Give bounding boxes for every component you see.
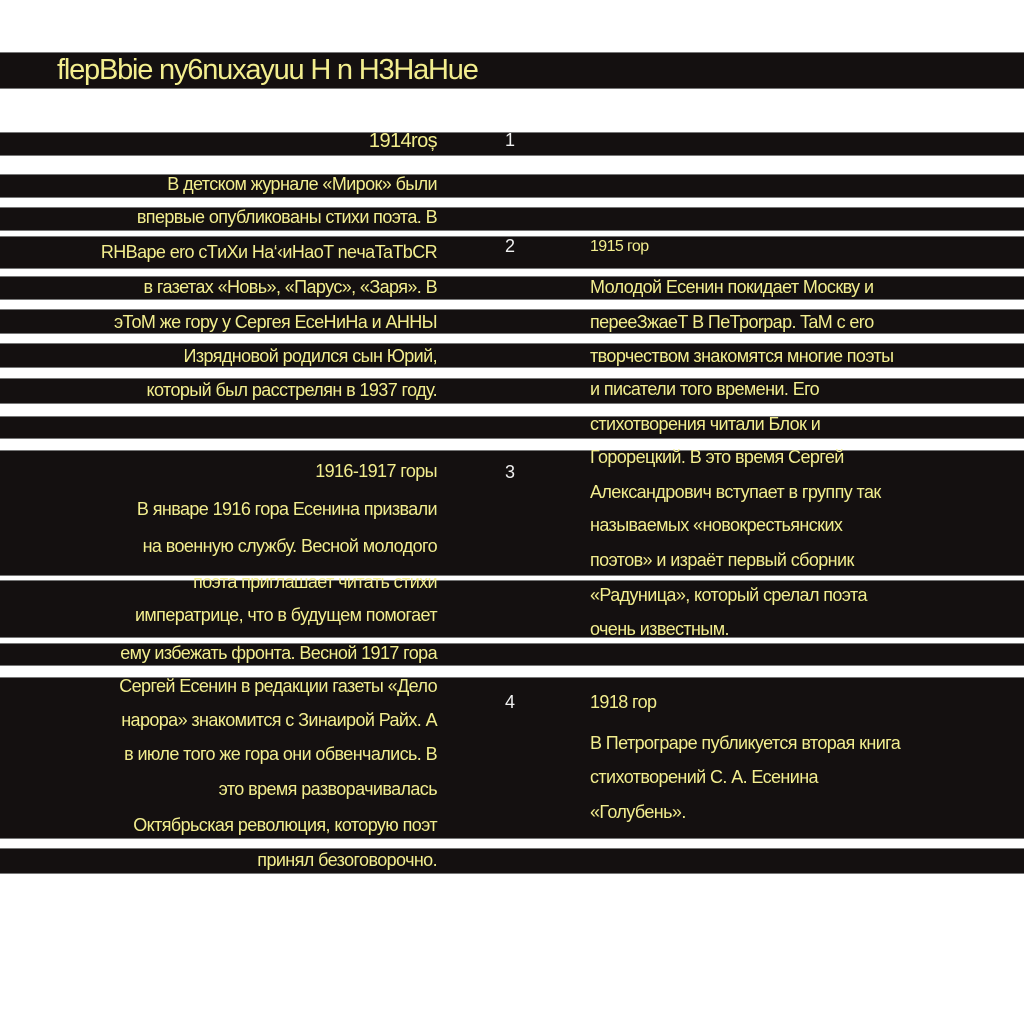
row-bar xyxy=(0,848,1024,874)
right-text-line: стихотворений С. А. Есенина xyxy=(590,767,818,787)
left-text-line: эТоМ же гору у Сергея ЕсеНиНа и АННЫ xyxy=(113,312,437,332)
year-heading: 1918 гор xyxy=(590,692,657,712)
right-text-line: творчеством знакомятся многие поэты xyxy=(590,346,894,366)
right-text-line: и писатели того времени. Его xyxy=(590,379,820,399)
year-heading: 1916-1917 горы xyxy=(315,461,437,481)
right-text-line: Горорецкий. В это время Сергей xyxy=(590,447,844,467)
left-text-line: Сергей Есенин в редакции газеты «Дело xyxy=(119,676,437,696)
right-text-line: «Голубень». xyxy=(590,802,686,822)
row-number: 1 xyxy=(505,130,515,150)
left-text-line: в июле того же гора они обвенчались. В xyxy=(124,744,437,764)
left-text-line: нарора» знакомится с Зинаирой Райх. А xyxy=(121,710,437,730)
left-text-line: В детском журнале «Мирок» были xyxy=(167,174,437,194)
year-heading: 1915 гор xyxy=(590,238,649,255)
left-text-line: поэта приглашает читать стихи xyxy=(193,572,437,592)
left-text-line: В январе 1916 гора Есенина призвали xyxy=(136,499,437,519)
right-text-line: В Петрограре публикуется вторая книга xyxy=(590,733,901,753)
left-text-line: в газетах «Новь», «Парус», «Заря». В xyxy=(143,277,437,297)
row-number: 2 xyxy=(505,236,515,256)
row-number: 3 xyxy=(505,462,515,482)
left-text-line: ему избежать фронта. Весной 1917 гора xyxy=(120,643,437,663)
left-text-line: принял безоговорочно. xyxy=(257,850,437,870)
right-text-line: Александрович вступает в группу так xyxy=(590,482,881,502)
row-bar xyxy=(0,174,1024,198)
left-text-line: Изрядновой родился сын Юрий, xyxy=(183,346,437,366)
left-text-line: императрице, что в будущем помогает xyxy=(134,605,437,625)
right-text-line: очень известным. xyxy=(590,619,729,639)
right-text-line: Молодой Есенин покидает Москву и xyxy=(590,277,874,297)
right-text-line: стихотворения читали Блок и xyxy=(590,414,821,434)
left-text-line: Октябрьская революция, которую поэт xyxy=(133,815,437,835)
left-text-line: впервые опубликованы стихи поэта. В xyxy=(136,207,437,227)
right-text-line: переeЗжаeТ В ПеТрorpap. TaM с ero xyxy=(590,312,874,332)
row-bar xyxy=(0,416,1024,439)
right-text-line: поэтов» и израёт первый сборник xyxy=(590,550,854,570)
row-number: 4 xyxy=(505,692,515,712)
slide-title: flepBbie ny6nuxayuu H n H3HaHue xyxy=(57,54,478,86)
right-text-line: «Радуница», который срелал поэта xyxy=(590,585,867,605)
left-text-line: который был расстрелян в 1937 году. xyxy=(146,380,437,400)
left-text-line: это время разворачивалась xyxy=(218,779,437,799)
left-text-line: RHBape ero cTиXи Ha‘‹иHaoT neчaTaTbCR xyxy=(100,242,437,262)
right-text-line: называемых «новокрестьянских xyxy=(590,515,843,535)
left-text-line: на военную службу. Весной молодого xyxy=(142,536,437,556)
year-heading: 1914roș xyxy=(368,130,437,152)
